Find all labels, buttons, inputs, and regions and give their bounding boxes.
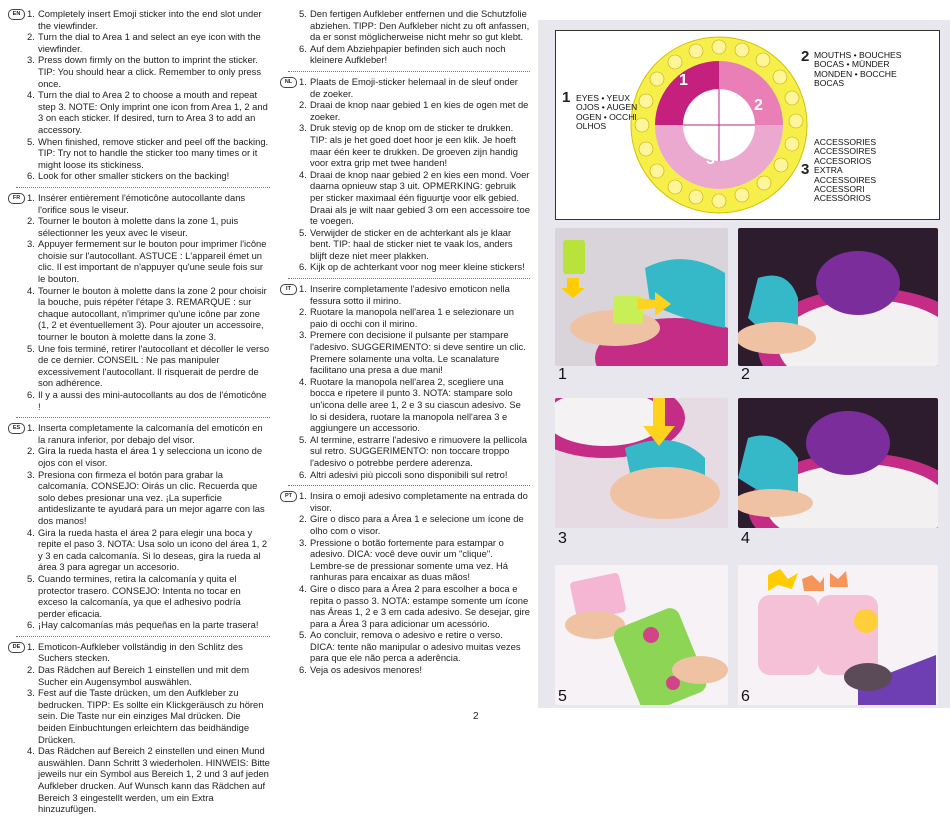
instruction-step: Press down firmly on the button to imprint the sticker. TIP: You should hear a click. Remember to only press once.: [38, 54, 262, 89]
instruction-step: 5. Den fertigen Aufkleber entfernen und die Schutzfolie abziehen. TIPP: Den Aufkleber nicht zu oft anfassen, da er sonst möglicherweise nicht mehr so gut klebt.: [310, 8, 530, 43]
step-number-5: 5: [558, 688, 567, 705]
step-number-3: 3: [558, 530, 567, 547]
instruction-step: Emoticon-Aufkleber vollständig in den Schlitz des Suchers stecken.: [38, 640, 243, 664]
section-divider: [288, 485, 530, 486]
wheel-number-2: 2: [754, 97, 763, 114]
language-badge-es: ES: [8, 423, 25, 434]
section-de-continued: [280, 8, 530, 66]
section-es: [8, 422, 270, 631]
instruction-step: Il y a aussi des mini-autocollants au dos de l'émoticône !: [38, 389, 267, 412]
instruction-step: 6. Auf dem Abziehpapier befinden sich auch noch kleinere Aufkleber!: [310, 43, 530, 66]
section-it: [280, 283, 530, 480]
area-3-number: 3: [801, 161, 810, 178]
instruction-step: Appuyer fermement sur le bouton pour imprimer l'icône choisie sur l'autocollant. ASTUCE : L'appareil émet un clic. Il est important de n'appuyer qu'une seule fois sur le bouton.: [38, 238, 267, 285]
instruction-step: Turn the dial to Area 2 to choose a mouth and repeat step 3. NOTE: Only imprint one icon from Area 1, 2 and 3 on each sticker. If desired, turn to Area 3 to add an accessory.: [38, 89, 268, 135]
area-1-label: EYES • YEUX OJOS • AUGEN OGEN • OCCHI OLHOS: [576, 93, 638, 132]
step-5-illustration: [555, 565, 728, 705]
instruction-step: Presiona con firmeza el botón para grabar la calcomanía. CONSEJO: Oirás un clic. Recuerda que solo debes presionar una vez. ¡La superficie antideslizante te ayudará para un mejor agarre con las dos manos!: [38, 468, 265, 526]
instruction-step: Veja os adesivos menores!: [310, 664, 423, 676]
instruction-step: Verwijder de sticker en de achterkant als je klaar bent. TIP: haal de sticker niet te vaak los, anders blijft deze niet meer plakken.: [310, 226, 513, 261]
instruction-step: Cuando termines, retira la calcomanía y quita el protector trasero. CONSEJO: Intenta no tocar en exceso la calcomanía, ya que el adhesivo podría perder eficacia.: [38, 572, 241, 619]
step-number-4: 4: [741, 530, 750, 547]
language-badge-fr: FR: [8, 193, 25, 204]
step-3-illustration: [555, 398, 728, 528]
page-number: 2: [473, 711, 479, 722]
language-badge-de: DE: [8, 642, 25, 653]
instruction-step: Ruotare la manopola nell'area 2, scegliere una bocca e ripetere il punto 3. NOTA: stampare solo un'icona delle aree 1, 2 e 3 su ciascun adesivo. Se lo si desidera, ruotare la manopola nell'area 3 e aggiungere un accessorio.: [310, 375, 521, 434]
step-photo-3: [555, 398, 728, 528]
section-divider: [16, 417, 270, 418]
section-divider: [288, 278, 530, 279]
dial-diagram: [555, 30, 940, 220]
wheel-number-1: 1: [679, 72, 688, 89]
area-2-label: MOUTHS • BOUCHES BOCAS • MÜNDER MONDEN • BOCCHE BOCAS: [814, 50, 902, 89]
step-photo-5: [555, 565, 728, 705]
instruction-step: Draai de knop naar gebied 2 en kies een mond. Voer daarna opnieuw stap 3 uit. OPMERKING: gebruik per sticker maximaal één figuurtje voor elk gebied. Draai als je wilt naar gebied 3 om een accessoire toe te voegen.: [310, 168, 530, 227]
instruction-step: Druk stevig op de knop om de sticker te drukken. TIP: als je het goed doet hoor je een klik. Je hoeft maar één keer te drukken. De groeven zijn handig voor extra grip met twee handen!: [310, 122, 518, 169]
step-number-6: 6: [741, 688, 750, 705]
instruction-step: Al termine, estrarre l'adesivo e rimuovere la pellicola sul retro. SUGGERIMENTO: non toccare troppo l'adesivo o potrebbe perdere aderenza.: [310, 433, 527, 468]
section-pt: [280, 490, 530, 676]
section-de: [8, 641, 270, 815]
instruction-step: Ruotare la manopola nell'area 1 e selezionare un paio di occhi con il mirino.: [310, 306, 515, 329]
step-photo-2: [738, 228, 938, 366]
instruction-step: Kijk op de achterkant voor nog meer kleine stickers!: [310, 261, 525, 273]
instruction-step: Insérer entièrement l'émoticône autocollante dans l'orifice sous le viseur.: [38, 191, 246, 215]
step-4-illustration: [738, 398, 938, 528]
instruction-step: Gire o disco para a Área 1 e selecione um ícone de olho com o visor.: [310, 513, 524, 536]
step-number-1: 1: [558, 366, 567, 383]
section-divider: [288, 71, 530, 72]
instruction-step: Tourner le bouton à molette dans la zone 1, puis sélectionner les yeux avec le viseur.: [38, 215, 239, 238]
instruction-step: Completely insert Emoji sticker into the end slot under the viewfinder.: [38, 8, 262, 31]
instruction-step: Ao concluir, remova o adesivo e retire o verso. DICA: tente não manipular o adesivo muitas vezes para que ele não perca a aderência.: [310, 629, 521, 664]
instruction-step: Gire o disco para a Área 2 para escolher a boca e repita o passo 3. NOTA: estampe somente um ícone nas Áreas 1, 2 e 3 em cada adesivo. Se desejar, gire para a Área 3 para adicionar um acessório.: [310, 582, 530, 629]
section-fr: [8, 192, 270, 412]
instruction-step: Plaats de Emoji-sticker helemaal in de sleuf onder de zoeker.: [310, 75, 518, 99]
wheel-number-3: 3: [706, 151, 715, 168]
instruction-step: Inserta completamente la calcomanía del emoticón en la ranura inferior, por debajo del visor.: [38, 422, 263, 445]
instruction-step: Pressione o botão fortemente para estampar o adesivo. DICA: você deve ouvir um "clique". Lembre-se de pressionar somente uma vez. Há ranhuras para encaixar as duas mãos!: [310, 536, 509, 583]
language-badge-en: EN: [8, 9, 25, 20]
instruction-step: Das Rädchen auf Bereich 2 einstellen und einen Mund auswählen. Dann Schritt 3 wiederholen. HINWEIS: Bitte jeweils nur ein Symbol aus Bereich 1, 2 und 3 auf jeden Aufkleber drucken. Auf Wunsch kann das Rädchen auf Bereich 3 eingestellt werden, um ein Extra hinzuzufügen.: [38, 745, 270, 815]
instruction-step: Tourner le bouton à molette dans la zone 2 pour choisir la bouche, puis répéter l'étape 3. REMARQUE : sur chaque autocollant, n'imprimer qu'une icône par zone (1, 2 et éventuellement 3). Pour ajouter un accessoire, tourner le bouton à molette dans la zone 3.: [38, 284, 267, 343]
instruction-step: Draai de knop naar gebied 1 en kies de ogen met de zoeker.: [310, 99, 529, 122]
instruction-step: Turn the dial to Area 1 and select an eye icon with the viewfinder.: [38, 31, 261, 54]
instruction-step: Altri adesivi più piccoli sono disponibili sul retro!: [310, 468, 508, 480]
step-photo-4: [738, 398, 938, 528]
step-6-illustration: [738, 565, 938, 705]
section-divider: [16, 187, 270, 188]
section-en: [8, 8, 270, 182]
instruction-step: Insira o emoji adesivo completamente na entrada do visor.: [310, 490, 528, 513]
section-divider: [16, 636, 270, 637]
step-photo-6: [738, 565, 938, 705]
area-1-number: 1: [562, 89, 571, 106]
instruction-step: Das Rädchen auf Bereich 1 einstellen und mit dem Sucher ein Augensymbol auswählen.: [38, 664, 250, 687]
instruction-step: Fest auf die Taste drücken, um den Aufkleber zu bedrucken. TIPP: Es sollte ein Klickgeräusch zu hören sein. Die Taste nur ein einziges Mal drücken. Die beiden Einbuchtungen erleichtern das beidhändige Drücken.: [38, 687, 264, 745]
language-badge-nl: NL: [280, 77, 297, 88]
instruction-step: Premere con decisione il pulsante per stampare l'adesivo. SUGGERIMENTO: si deve sentire un clic. Premere solamente una volta. Le scanalature facilitano una presa a due mani!: [310, 329, 526, 376]
section-nl: [280, 76, 530, 273]
instruction-step: When finished, remove sticker and peel off the backing. TIP: Try not to handle the sticker too many times or it might loose its stickiness.: [38, 135, 269, 170]
instructions-column-left: [8, 8, 270, 820]
instruction-step: Une fois terminé, retirer l'autocollant et décoller le verso de ce dernier. CONSEIL : Ne pas manipuler excessivement l'autocollant. Il risquerait de perdre de son adhérence.: [38, 342, 270, 389]
language-badge-it: IT: [280, 284, 297, 295]
language-badge-pt: PT: [280, 491, 297, 502]
instruction-step: Look for other smaller stickers on the backing!: [38, 170, 230, 182]
step-number-2: 2: [741, 366, 750, 383]
step-2-illustration: [738, 228, 938, 366]
instruction-step: Gira la rueda hasta el área 1 y selecciona un icono de ojos con el visor.: [38, 445, 263, 468]
area-2-number: 2: [801, 48, 810, 65]
instruction-step: ¡Hay calcomanías más pequeñas en la parte trasera!: [38, 619, 259, 631]
instructions-column-middle: [280, 8, 530, 681]
step-1-illustration: [555, 228, 728, 366]
area-3-label: ACCESSORIES ACCESSOIRES ACCESORIOS EXTRA ACCESSOIRES ACCESSORI ACESSÓRIOS: [814, 137, 877, 204]
instruction-step: Inserire completamente l'adesivo emoticon nella fessura sotto il mirino.: [310, 283, 510, 306]
instruction-step: Gira la rueda hasta el área 2 para elegir una boca y repite el paso 3. NOTA: Usa solo un icono del área 1, 2 y 3 en cada calcomanía. Si lo deseas, gira la rueda al área 3 para agregar un accesorio.: [38, 526, 268, 573]
step-photo-1: [555, 228, 728, 366]
